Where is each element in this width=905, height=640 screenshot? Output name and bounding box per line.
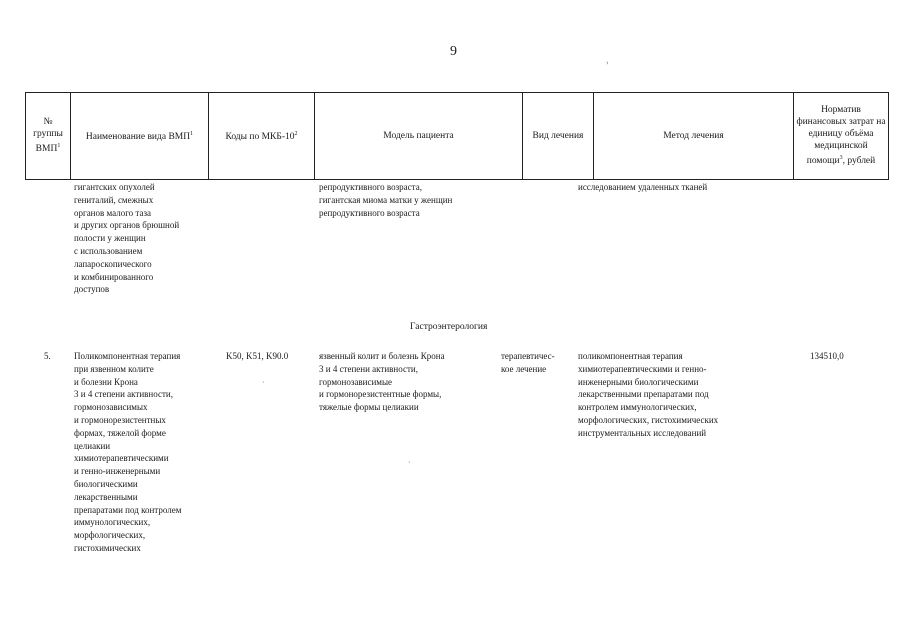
table-header	[25, 92, 889, 180]
section-title: Гастроэнтерология	[410, 322, 488, 332]
scan-speck: ›	[606, 58, 609, 67]
row-vmp-name: Поликомпонентная терапия при язвенном колите и болезни Крона 3 и 4 степени активности, гормонозависимых и гормонорезистентных формах, тяжелой форме целиакии химиотерапевтическими и генно-инженерными биологическими лекарственными препаратами под контролем иммунологических, морфологических, гистохимических	[74, 351, 182, 553]
header-vmp-name: Наименование вида ВМП$^1$	[71, 93, 209, 180]
continuation-treatment-method: исследованием удаленных тканей	[578, 182, 708, 192]
row-number: 5.	[44, 351, 51, 361]
row-treatment-method: поликомпонентная терапия химиотерапевтическими и генно- инженерными биологическими лекарственными препаратами под контролем иммунологических, морфологических, гистохимических инструментальных исследований	[578, 351, 719, 438]
header-mkb-codes: Коды по МКБ-$10^2$	[209, 93, 315, 180]
header-patient-model: Модель пациента	[315, 93, 523, 180]
row-cost: 134510,0	[810, 351, 844, 361]
row-patient-model: язвенный колит и болезнь Крона 3 и 4 степени активности, гормонозависимые и гормонорезистентные формы, тяжелые формы целиакии	[319, 351, 445, 413]
scan-speck: ·	[408, 458, 411, 467]
continuation-patient-model: репродуктивного возраста, гигантская миома матки у женщин репродуктивного возраста	[319, 182, 453, 218]
header-treatment-type: Вид лечения	[523, 93, 594, 180]
continuation-vmp-name: гигантских опухолей гениталий, смежных органов малого таза и других органов брюшной полости у женщин с использованием лапароскопического и комбинированного доступов	[74, 182, 180, 295]
header-cost-norm: Норматив финансовых затрат на единицу объёма медицинской помощи$^3$, рублей	[794, 93, 889, 180]
header-group-number: № группы ВМП$^1$	[26, 93, 71, 180]
row-treatment-type: терапевтичес- кое лечение	[501, 351, 555, 374]
header-treatment-method: Метод лечения	[594, 93, 794, 180]
page-number: 9	[450, 44, 457, 59]
row-mkb-codes: K50, K51, K90.0	[226, 351, 289, 361]
scan-speck: ·	[262, 378, 265, 387]
